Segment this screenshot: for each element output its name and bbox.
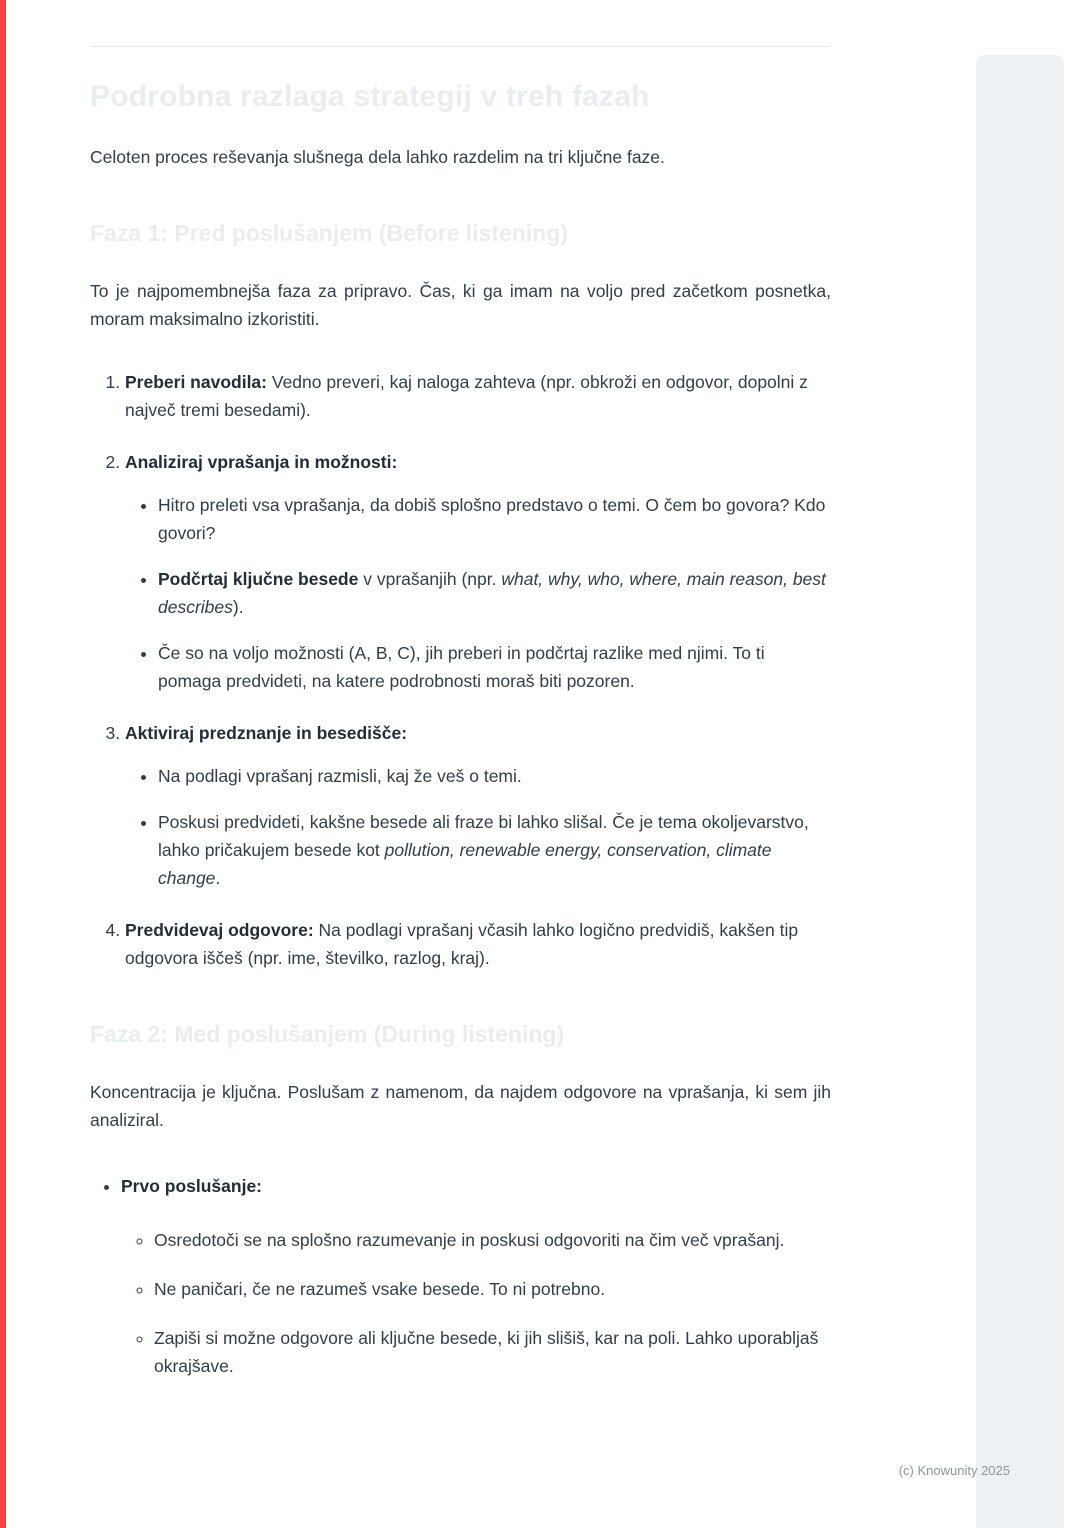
text-segment: Podčrtaj ključne besede (158, 568, 359, 589)
right-side-panel (976, 55, 1064, 1528)
list-item (154, 1275, 831, 1303)
text-segment: Osredotoči se na splošno razumevanje in poskusi odgovoriti na čim več vprašanj. (154, 1230, 785, 1251)
copyright-notice: (c) Knowunity 2025 (898, 1463, 1010, 1478)
faza2-heading: Faza 2: Med poslušanjem (During listening) (90, 1020, 565, 1047)
text-segment: Na podlagi vprašanj razmisli, kaj že veš o temi. (158, 765, 522, 786)
list-item (154, 1324, 831, 1380)
document-content (90, 0, 831, 1401)
text-segment: ). (232, 596, 244, 617)
text-segment: Če so na voljo možnosti (A, B, C), jih preberi in podčrtaj razlike med njimi. To ti pomaga predvideti, na katere podrobnosti moraš biti pozoren. (158, 642, 765, 691)
text-segment: what, why, who, where, main reason, best describes (158, 568, 826, 617)
list-item (121, 1172, 831, 1380)
text-segment: pollution, renewable energy, conservation, climate change (158, 839, 772, 888)
list-item (125, 916, 831, 972)
text-segment: v vprašanjih (npr. (358, 568, 502, 589)
text-segment: . (215, 867, 221, 888)
faza2-paragraph: Koncentracija je ključna. Poslušam z namenom, da najdem odgovore na vprašanja, ki sem jih analiziral. (90, 1081, 831, 1131)
list-item (158, 639, 831, 695)
top-divider (90, 46, 831, 47)
text-segment: Na podlagi vprašanj včasih lahko logično predvidiš, kakšen tip odgovora iščeš (npr. ime, številko, razlog, kraj). (125, 919, 799, 968)
text-segment: Predvidevaj odgovore: (125, 919, 314, 940)
list-item (158, 762, 831, 790)
text-segment: Ne paničari, če ne razumeš vsake besede. To ni potrebno. (154, 1279, 606, 1300)
document-title: Podrobna razlaga strategij v treh fazah (90, 80, 650, 113)
sub-list (121, 1226, 831, 1380)
faza1-list (90, 368, 831, 972)
intro-paragraph: Celoten proces reševanja slušnega dela lahko razdelim na tri ključne faze. (90, 147, 665, 167)
text-segment: Poskusi predvideti, kakšne besede ali fraze bi lahko slišal. Če je tema okoljevarstvo, lahko pričakujem besede kot (158, 811, 809, 860)
list-item (125, 719, 831, 892)
list-item (125, 368, 831, 424)
text-segment: Analiziraj vprašanja in možnosti: (125, 451, 398, 472)
text-segment: Prvo poslušanje: (121, 1176, 263, 1197)
text-segment: Vedno preveri, kaj naloga zahteva (npr. obkroži en odgovor, dopolni z največ tremi besedami). (125, 371, 808, 420)
text-segment: Preberi navodila: (125, 371, 267, 392)
faza2-list (90, 1172, 831, 1380)
text-segment: Hitro preleti vsa vprašanja, da dobiš splošno predstavo o temi. O čem bo govora? Kdo govori? (158, 494, 826, 543)
list-item (125, 448, 831, 695)
sub-list (125, 491, 831, 695)
list-item (158, 565, 831, 621)
faza1-paragraph: To je najpomembnejša faza za pripravo. Čas, ki ga imam na voljo pred začetkom posnetka, moram maksimalno izkoristiti. (90, 281, 831, 330)
list-item (154, 1226, 831, 1254)
text-segment: Zapiši si možne odgovore ali ključne besede, ki jih slišiš, kar na poli. Lahko uporabljaš okrajšave. (154, 1328, 819, 1377)
text-segment: Aktiviraj predznanje in besedišče: (125, 722, 408, 743)
left-accent-strip (0, 0, 6, 1528)
sub-list (125, 762, 831, 892)
list-item (158, 491, 831, 547)
faza1-heading: Faza 1: Pred poslušanjem (Before listening) (90, 220, 568, 246)
list-item (158, 808, 831, 892)
